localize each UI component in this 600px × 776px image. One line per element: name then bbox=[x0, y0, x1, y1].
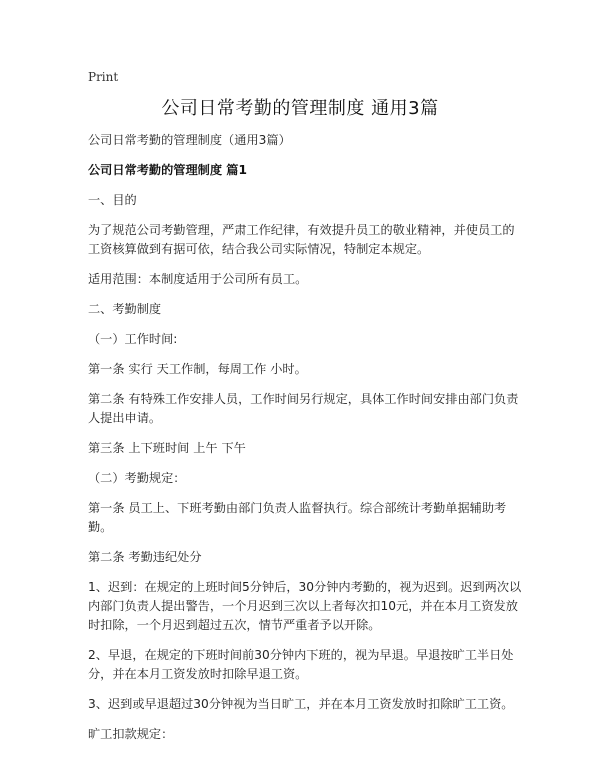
print-link[interactable]: Print bbox=[88, 70, 119, 84]
paragraph: 第一条 员工上、下班考勤由部门负责人监督执行。综合部统计考勤单据辅助考勤。 bbox=[88, 501, 507, 534]
section-heading: 公司日常考勤的管理制度 篇1 bbox=[88, 163, 247, 177]
document-body bbox=[88, 131, 524, 755]
paragraph: （一）工作时间: bbox=[88, 332, 178, 346]
paragraph: 旷工扣款规定： bbox=[88, 727, 174, 741]
paragraph: 适用范围：本制度适用于公司所有员工。 bbox=[88, 272, 308, 286]
paragraph: 第一条 实行 天工作制，每周工作 小时。 bbox=[88, 362, 307, 376]
paragraph: 1、迟到：在规定的上班时间5分钟后，30分钟内考勤的，视为迟到。迟到两次以内部门负责人提出警告，一个月迟到三次以上者每次扣10元，并在本月工资发放时扣除，一个月迟到超过五次，情节严重者予以开除。 bbox=[88, 580, 522, 632]
document-title: 公司日常考勤的管理制度 通用3篇 bbox=[161, 98, 439, 119]
paragraph: 第二条 考勤违纪处分 bbox=[88, 550, 202, 564]
paragraph: 第三条 上下班时间 上午 下午 bbox=[88, 441, 246, 455]
paragraph: （二）考勤规定： bbox=[88, 471, 186, 485]
paragraph: 公司日常考勤的管理制度（通用3篇） bbox=[88, 133, 291, 147]
paragraph: 第二条 有特殊工作安排人员，工作时间另行规定，具体工作时间安排由部门负责人提出申请。 bbox=[88, 392, 519, 425]
paragraph: 一、目的 bbox=[88, 193, 137, 207]
paragraph: 二、考勤制度 bbox=[88, 302, 162, 316]
paragraph: 3、迟到或早退超过30分钟视为当日旷工，并在本月工资发放时扣除旷工工资。 bbox=[88, 697, 514, 711]
paragraph: 为了规范公司考勤管理，严肃工作纪律，有效提升员工的敬业精神，并使员工的工资核算做到有据可依，结合我公司实际情况，特制定本规定。 bbox=[88, 223, 515, 256]
paragraph: 2、早退，在规定的下班时间前30分钟内下班的，视为早退。早退按旷工半日处分，并在本月工资发放时扣除早退工资。 bbox=[88, 648, 514, 681]
